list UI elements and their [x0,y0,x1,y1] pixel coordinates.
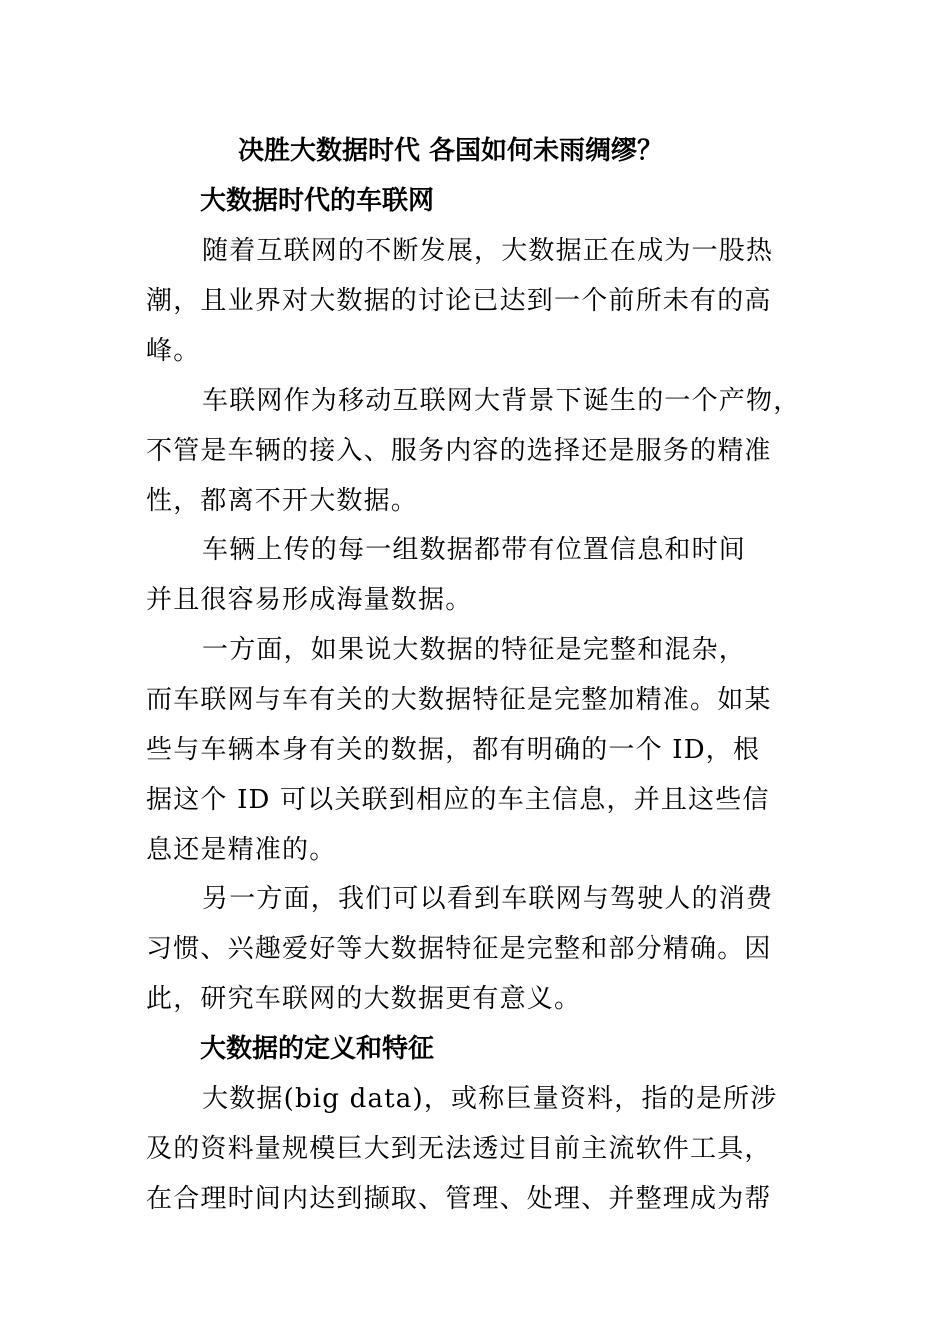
document-title: 决胜大数据时代 各国如何未雨绸缪？ [238,136,664,166]
paragraph-6 [146,1074,866,1224]
section-heading-1: 大数据时代的车联网 [200,186,435,216]
paragraph-1 [146,226,866,376]
paragraph-line: 并且很容易形成海量数据。 [146,585,473,615]
paragraph-line: 息还是精准的。 [146,835,337,865]
paragraph-line: 另一方面，我们可以看到车联网与驾驶人的消费 [202,884,774,914]
paragraph-5 [146,874,866,1024]
paragraph-line: 一方面，如果说大数据的特征是完整和混杂， [202,635,747,665]
paragraph-line: 在合理时间内达到撷取、管理、处理、并整理成为帮 [146,1184,772,1214]
paragraph-line: 随着互联网的不断发展，大数据正在成为一股热 [202,236,774,266]
section-heading-2: 大数据的定义和特征 [200,1034,435,1064]
paragraph-line: 潮，且业界对大数据的讨论已达到一个前所未有的高 [146,286,772,316]
paragraph-line: 不管是车辆的接入、服务内容的选择还是服务的精准 [146,436,772,466]
paragraph-line: 车联网作为移动互联网大背景下诞生的一个产物， [202,386,801,416]
paragraph-line: 性，都离不开大数据。 [146,486,419,516]
paragraph-line: 习惯、兴趣爱好等大数据特征是完整和部分精确。因 [146,934,772,964]
paragraph-line: 些与车辆本身有关的数据，都有明确的一个 ID，根 [146,735,761,765]
paragraph-line: 而车联网与车有关的大数据特征是完整加精准。如某 [146,685,772,715]
paragraph-line: 大数据(big data)，或称巨量资料，指的是所涉 [202,1084,778,1114]
paragraph-4 [146,625,866,875]
paragraph-3 [146,525,866,625]
paragraph-line: 及的资料量规模巨大到无法透过目前主流软件工具， [146,1134,772,1164]
paragraph-line: 峰。 [146,336,201,366]
paragraph-2 [146,376,866,526]
paragraph-line: 车辆上传的每一组数据都带有位置信息和时间 [202,535,747,565]
paragraph-line: 据这个 ID 可以关联到相应的车主信息，并且这些信 [146,785,770,815]
paragraph-line: 此，研究车联网的大数据更有意义。 [146,984,582,1014]
